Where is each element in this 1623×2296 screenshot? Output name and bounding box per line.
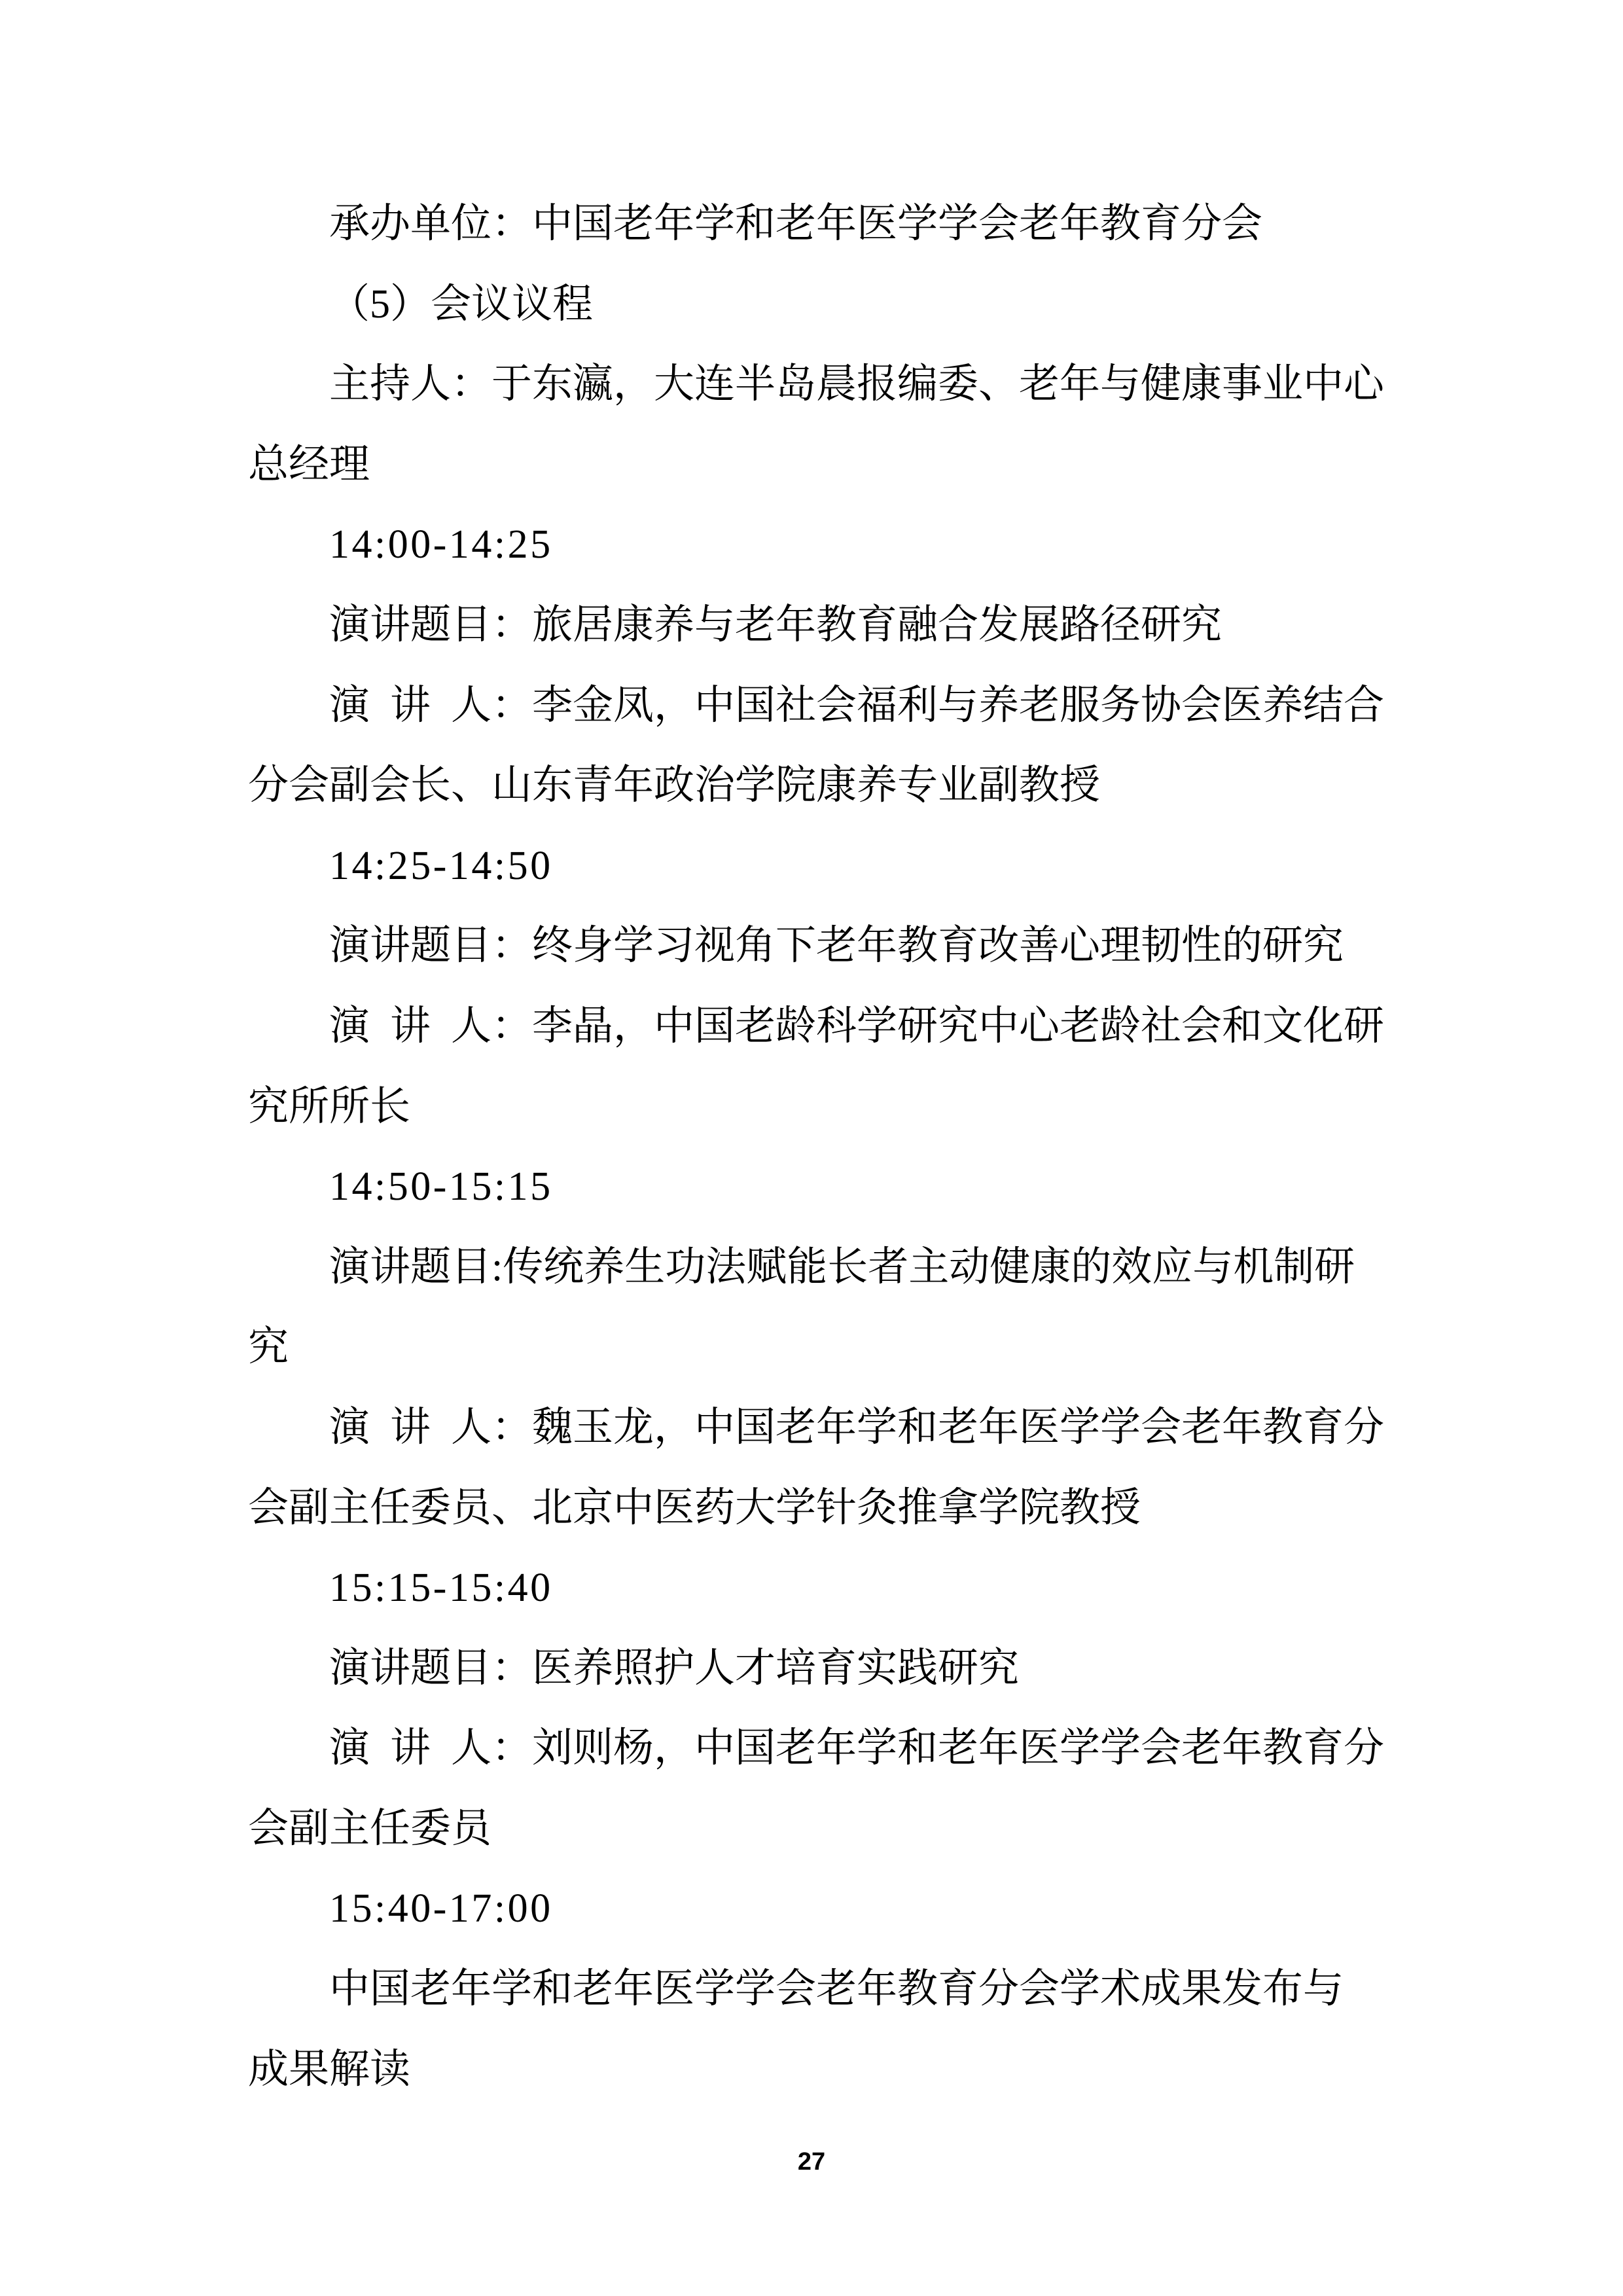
host-block: [248, 344, 1400, 505]
host-line: 总经理: [248, 442, 370, 487]
agenda-item: [248, 1869, 1400, 2109]
organizer-line: 承办单位：中国老年学和老年医学学会老年教育分会: [329, 202, 1263, 246]
time-slot: 14:50-15:15: [329, 1164, 553, 1210]
time-slot: 14:25-14:50: [329, 843, 553, 888]
time-slot: 14:00-14:25: [329, 522, 553, 567]
speaker-line: 会副主任委员、北京中医药大学针灸推拿学院教授: [248, 1485, 1141, 1530]
time-slot: 15:15-15:40: [329, 1566, 553, 1611]
speaker-line: 会副主任委员: [248, 1806, 492, 1851]
session-line: 成果解读: [248, 2047, 411, 2092]
talk-title-line: 演讲题目:传统养生功法赋能长者主动健康的效应与机制研: [329, 1244, 1355, 1289]
speaker-line: 演 讲 人：魏玉龙，中国老年学和老年医学学会老年教育分: [329, 1405, 1385, 1450]
talk-title-line: 演讲题目：旅居康养与老年教育融合发展路径研究: [329, 602, 1222, 647]
talk-title-line: 演讲题目：终身学习视角下老年教育改善心理韧性的研究: [329, 924, 1344, 969]
page-number: 27: [797, 2148, 826, 2176]
agenda-item: [248, 826, 1400, 1147]
agenda-item: [248, 1548, 1400, 1869]
agenda-item: [248, 505, 1400, 825]
host-line: 主持人：于东瀛，大连半岛晨报编委、老年与健康事业中心: [329, 362, 1385, 407]
speaker-line: 演 讲 人：李金凤，中国社会福利与养老服务协会医养结合: [329, 683, 1385, 728]
session-line: 中国老年学和老年医学学会老年教育分会学术成果发布与: [329, 1967, 1344, 2012]
agenda-item: [248, 1147, 1400, 1548]
speaker-line: 究所所长: [248, 1084, 411, 1129]
talk-title-line: 究: [248, 1325, 289, 1370]
speaker-line: 演 讲 人：李晶，中国老龄科学研究中心老龄社会和文化研: [329, 1003, 1385, 1049]
section-heading: （5）会议议程: [329, 281, 594, 327]
page-body: [248, 184, 1400, 2109]
talk-title-line: 演讲题目：医养照护人才培育实践研究: [329, 1645, 1020, 1691]
time-slot: 15:40-17:00: [329, 1886, 553, 1931]
speaker-line: 分会副会长、山东青年政治学院康养专业副教授: [248, 763, 1101, 808]
speaker-line: 演 讲 人：刘则杨，中国老年学和老年医学学会老年教育分: [329, 1726, 1385, 1771]
